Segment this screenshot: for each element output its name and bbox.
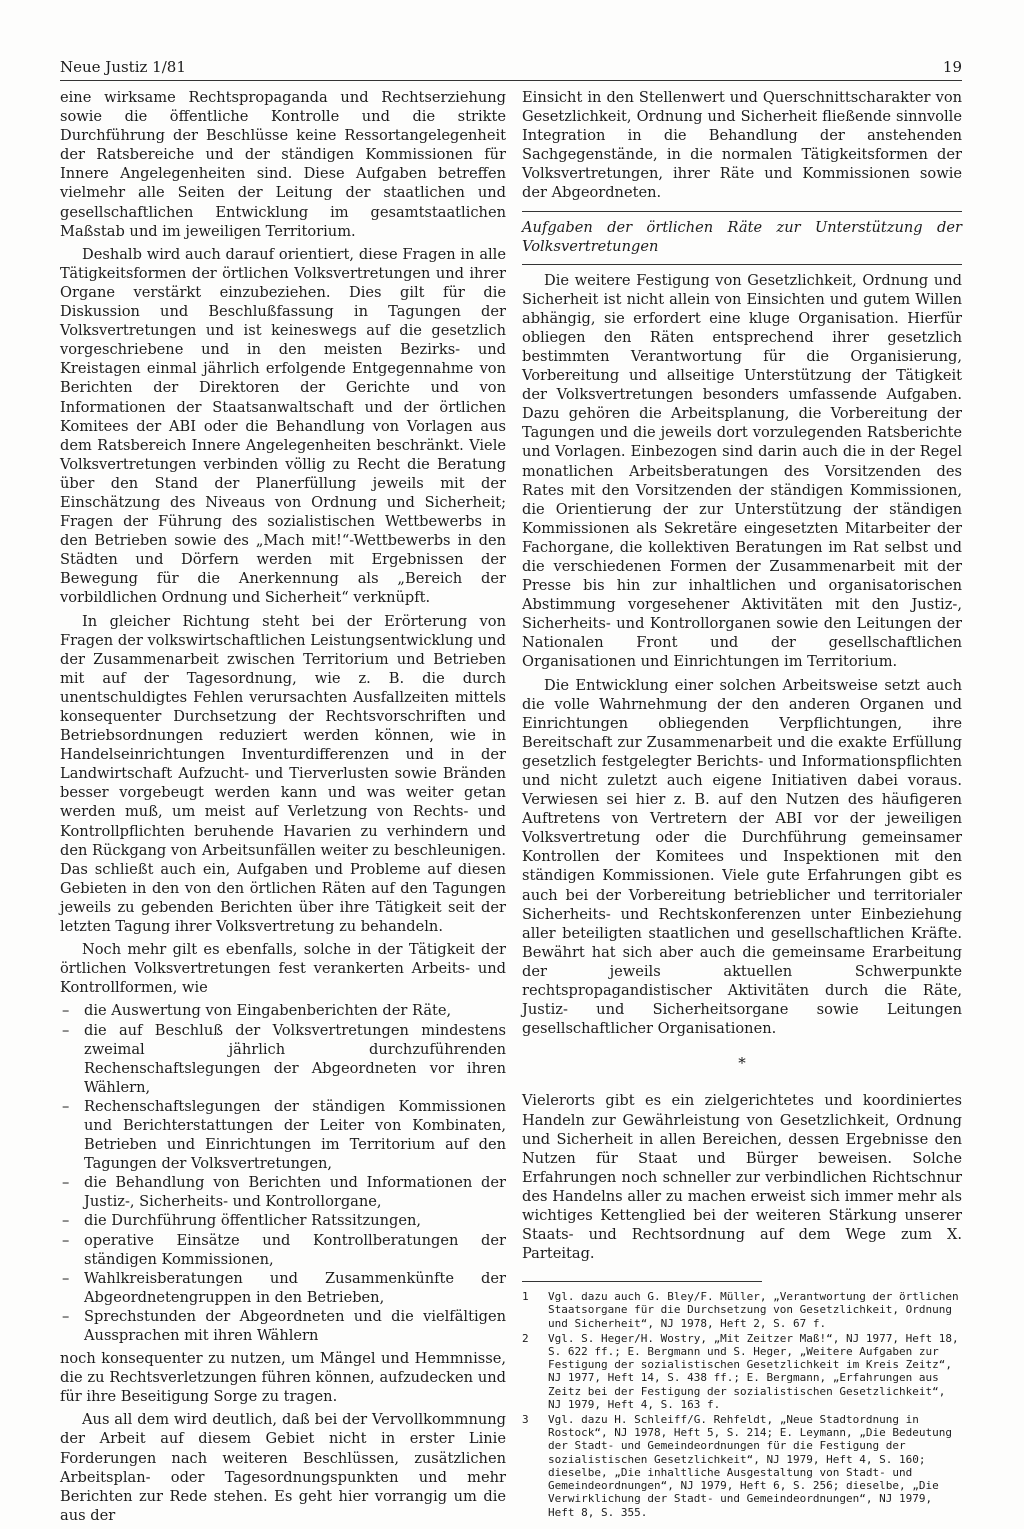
section-rule-top <box>522 211 962 212</box>
list-item: – die auf Beschluß der Volksvertretungen mindestens zweimal jährlich durchzuführenden Rechenschaftslegungen der Abgeordneten vor ihren Wählern, <box>60 1021 506 1097</box>
footnote <box>522 1332 962 1411</box>
paragraph: In gleicher Richtung steht bei der Erörterung von Fragen der volkswirtschaftlichen Leistungsentwicklung und der Zusammenarbeit zwischen Territorium und Betrieben mit auf der Tagesordnung, wie z. B. die durch unentschuldigtes Fehlen verursachten Ausfallzeiten mittels konsequenter Durchsetzung der Rechtsvorschriften und Betriebsordnungen reduziert werden können, wie in Handelseinrichtungen Inventurdifferenzen und in der Landwirtschaft Aufzucht- und Tierverlusten sowie Bränden besser vorgebeugt werden kann und was weiter getan werden muß, um meist auf Verletzung von Rechts- und Kontrollpflichten beruhende Havarien zu verhindern und den Rückgang von Arbeitsunfällen weiter zu beschleunigen. Das schließt auch ein, Aufgaben und Probleme auf diesen Gebieten in den von den örtlichen Räten auf den Tagungen jeweils zu gebenden Berichten über ihre Tätigkeit seit der letzten Tagung ihrer Volksvertretung zu behandeln. <box>60 612 506 936</box>
paragraph: Einsicht in den Stellenwert und Querschnittscharakter von Gesetzlichkeit, Ordnung und Sicherheit fließende sinnvolle Integration in die Behandlung der anstehenden Sachgegenstände, in die normalen Tätigkeitsformen der Volksvertretungen, ihrer Räte und Kommissionen sowie der Abgeordneten. <box>522 89 962 202</box>
left-column <box>60 88 506 1529</box>
paragraph: Die Entwicklung einer solchen Arbeitsweise setzt auch die volle Wahrnehmung der den anderen Organen und Einrichtungen obliegenden Verpflichtungen, ihre Bereitschaft zur Zusammenarbeit und die exakte Erfüllung gesetzlich festgelegter Berichts- und Informationspflichten und nicht zuletzt auch eigene Initiativen dabei voraus. Verwiesen sei hier z. B. auf den Nutzen des häufigeren Auftretens von Vertretern der ABI vor der jeweiligen Volksvertretung oder die Durchführung gemeinsamer Kontrollen der Komitees und Inspektionen mit den ständigen Kommissionen. Viele gute Erfahrungen gibt es auch bei der Vorbereitung betrieblicher und territorialer Sicherheits- und Rechtskonferenzen unter Einbeziehung aller beteiligten staatlichen und gesellschaftlichen Kräfte. Bewährt hat sich aber auch die gemeinsame Erarbeitung der jeweils aktuellen Schwerpunkte rechtspropagandistischer Aktivitäten durch die Räte, Justiz- und Sicherheitsorgane sowie Leitungen gesellschaftlicher Organisationen. <box>522 676 962 1038</box>
section-rule-bottom <box>522 264 962 265</box>
section-separator: * <box>738 1054 746 1073</box>
footnote-text: Vgl. dazu auch G. Bley/F. Müller, „Verantwortung der örtlichen Staatsorgane für die Durchsetzung von Gesetzlichkeit, Ordnung und Sicherheit“, NJ 1978, Heft 2, S. 67 f. <box>548 1290 959 1330</box>
footnote <box>522 1290 962 1330</box>
footnote-number: 1 <box>522 1290 529 1304</box>
list-item: – Wahlkreisberatungen und Zusammenkünfte der Abgeordnetengruppen in den Betrieben, <box>60 1269 506 1307</box>
paragraph: Vielerorts gibt es ein zielgerichtetes und koordiniertes Handeln zur Gewährleistung von Gesetzlichkeit, Ordnung und Sicherheit in allen Bereichen, dessen Ergebnisse den Nutzen für Staat und Bürger beweisen. Solche Erfahrungen noch schneller zur verbindlichen Richtschnur des Handelns aller zu machen erweist sich immer mehr als wichtiges Kettenglied bei der weiteren Stärkung unserer Staats- und Rechtsordnung auf dem Wege zum X. Parteitag. <box>522 1092 962 1263</box>
footnote-number: 2 <box>522 1331 529 1345</box>
footnotes <box>522 1290 962 1518</box>
footnote-rule <box>522 1281 762 1282</box>
section-heading: Aufgaben der örtlichen Räte zur Unterstützung der Volksvertretungen <box>522 218 962 255</box>
journal-title: Neue Justiz 1/81 <box>60 58 186 76</box>
paragraph: Noch mehr gilt es ebenfalls, solche in der Tätigkeit der örtlichen Volksvertretungen fest verankerten Arbeits- und Kontrollformen, wie <box>60 941 506 997</box>
list-item: – die Behandlung von Berichten und Informationen der Justiz-, Sicherheits- und Kontrollorgane, <box>60 1173 506 1211</box>
paragraph: Deshalb wird auch darauf orientiert, diese Fragen in alle Tätigkeitsformen der örtlichen Volksvertretungen und ihrer Organe verstärkt einzubeziehen. Dies gilt für die Diskussion und Beschlußfassung in Tagungen der Volksvertretungen und ist keineswegs auf die gesetzlich vorgeschriebene und in den meisten Bezirks- und Kreistagen einmal jährlich erfolgende Entgegennahme von Berichten der Direktoren der Gerichte und von Informationen der Staatsanwaltschaft und der örtlichen Komitees der ABI oder die Behandlung von Vorlagen aus dem Ratsbereich Innere Angelegenheiten beschränkt. Viele Volksvertretungen verbinden völlig zu Recht die Beratung über den Stand der Planerfüllung jeweils mit der Einschätzung des Niveaus von Ordnung und Sicherheit; Fragen der Führung des sozialistischen Wettbewerbs in den Betrieben sowie des „Mach mit!“-Wettbewerbs in den Städten und Dörfern werden mit Ergebnissen der Bewegung für die Anerkennung als „Bereich der vorbildlichen Ordnung und Sicherheit“ verknüpft. <box>60 245 506 607</box>
list-item: – Sprechstunden der Abgeordneten und die vielfältigen Aussprachen mit ihren Wählern <box>60 1307 506 1345</box>
right-column <box>522 88 962 1521</box>
header-rule <box>60 80 962 81</box>
paragraph: Aus all dem wird deutlich, daß bei der Vervollkommnung der Arbeit auf diesem Gebiet nicht in erster Linie Forderungen nach weiteren Beschlüssen, zusätzlichen Arbeitsplan- oder Tagesordnungspunkten und mehr Berichten zur Rede stehen. Es geht hier vorrangig um die aus der <box>60 1411 506 1524</box>
page-number: 19 <box>942 58 962 76</box>
list-item: – Rechenschaftslegungen der ständigen Kommissionen und Berichterstattungen der Leiter von Kombinaten, Betrieben und Einrichtungen im Territorium auf den Tagungen der Volksvertretungen, <box>60 1097 506 1173</box>
page-header <box>60 58 962 80</box>
paragraph: Die weitere Festigung von Gesetzlichkeit, Ordnung und Sicherheit ist nicht allein von Einsichten und gutem Willen abhängig, sie erfordert eine kluge Organisation. Hierfür obliegen den Räten entsprechend ihrer gesetzlich bestimmten Verantwortung für die Organisierung, Vorbereitung und allseitige Unterstützung der Tätigkeit der Volksvertretungen besonders umfassende Aufgaben. Dazu gehören die Arbeitsplanung, die Vorbereitung der Tagungen und die jeweils dort vorzulegenden Ratsberichte und Vorlagen. Einbezogen sind darin auch die in der Regel monatlichen Arbeitsberatungen des Vorsitzenden des Rates mit den Vorsitzenden der ständigen Kommissionen, die Orientierung der zur Unterstützung der ständigen Kommissionen als Sekretäre eingesetzten Mitarbeiter der Fachorgane, die kollektiven Beratungen im Rat selbst und die verschiedenen Formen der Zusammenarbeit mit der Presse bis hin zur inhaltlichen und organisatorischen Abstimmung vorgesehener Aktivitäten mit den Justiz-, Sicherheits- und Kontrollorganen sowie den Leitungen der Nationalen Front und der gesellschaftlichen Organisationen und Einrichtungen im Territorium. <box>522 271 962 671</box>
footnote-text: Vgl. dazu H. Schleiff/G. Rehfeldt, „Neue Stadtordnung in Rostock“, NJ 1978, Heft 5, S. 214; E. Leymann, „Die Bedeutung der Stadt- und Gemeindeordnungen für die Festigung der sozialistischen Gesetzlichkeit“, NJ 1979, Heft 4, S. 160; dieselbe, „Die inhaltliche Ausgestaltung von Stadt- und Gemeindeordnungen“, NJ 1979, Heft 6, S. 256; dieselbe, „Die Verwirklichung der Stadt- und Gemeindeordnungen“, NJ 1979, Heft 8, S. 355. <box>548 1413 952 1519</box>
paragraph: noch konsequenter zu nutzen, um Mängel und Hemmnisse, die zu Rechtsverletzungen führen können, aufzudecken und für ihre Beseitigung Sorge zu tragen. <box>60 1350 506 1406</box>
paragraph: eine wirksame Rechtspropaganda und Rechtserziehung sowie die öffentliche Kontrolle und die strikte Durchführung der Beschlüsse keine Ressortangelegenheit der Ratsbereiche und der ständigen Kommissionen für Innere Angelegenheiten sind. Diese Aufgaben betreffen vielmehr alle Seiten der Leitung der staatlichen und gesellschaftlichen Entwicklung im gesamtstaatlichen Maßstab und im jeweiligen Territorium. <box>60 89 506 240</box>
list-item: – die Durchführung öffentlicher Ratssitzungen, <box>60 1211 506 1230</box>
bullet-list <box>60 1001 506 1345</box>
list-item: – die Auswertung von Eingabenberichten der Räte, <box>60 1001 506 1020</box>
footnote-number: 3 <box>522 1413 529 1427</box>
footnote-text: Vgl. S. Heger/H. Wostry, „Mit Zeitzer Maß!“, NJ 1977, Heft 18, S. 622 ff.; E. Bergmann und S. Heger, „Weitere Aufgaben zur Festigung der sozialistischen Gesetzlichkeit im Kreis Zeitz“, NJ 1977, Heft 14, S. 438 ff.; E. Bergmann, „Erfahrungen aus Zeitz bei der Festigung der sozialistischen Gesetzlichkeit“, NJ 1979, Heft 4, S. 163 f. <box>548 1331 959 1411</box>
list-item: – operative Einsätze und Kontrollberatungen der ständigen Kommissionen, <box>60 1231 506 1269</box>
